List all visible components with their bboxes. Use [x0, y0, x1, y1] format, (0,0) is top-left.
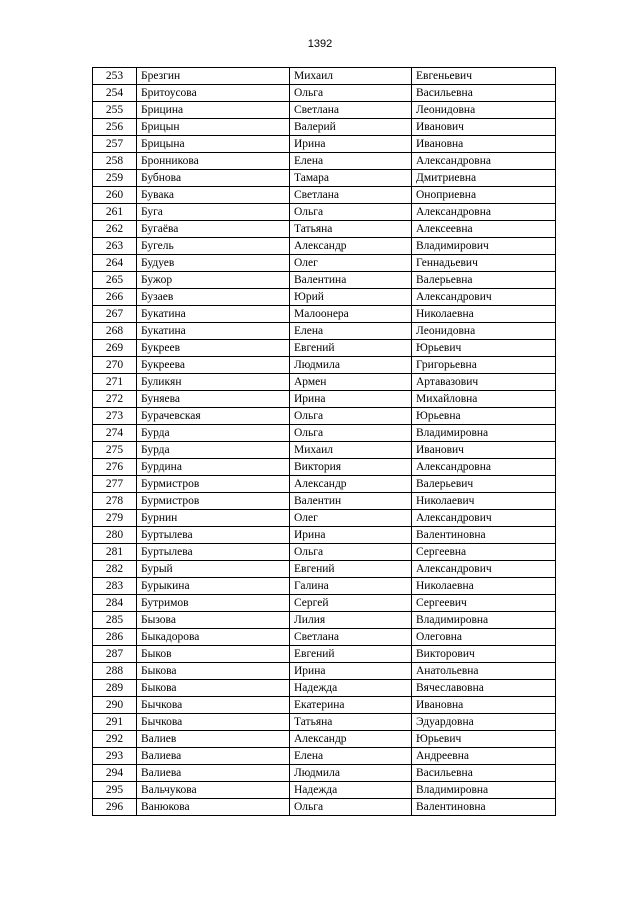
patronymic-cell: Сергеевна [412, 544, 556, 561]
patronymic-cell: Александрович [412, 289, 556, 306]
first-name-cell: Евгений [290, 561, 412, 578]
last-name-cell: Брицын [137, 119, 290, 136]
first-name-cell: Михаил [290, 68, 412, 85]
table-row [93, 289, 556, 306]
patronymic-cell: Александровна [412, 204, 556, 221]
patronymic-cell: Михайловна [412, 391, 556, 408]
last-name-cell: Быкова [137, 680, 290, 697]
first-name-cell: Олег [290, 510, 412, 527]
row-number-cell: 278 [93, 493, 137, 510]
last-name-cell: Бузаев [137, 289, 290, 306]
last-name-cell: Быков [137, 646, 290, 663]
last-name-cell: Бурдина [137, 459, 290, 476]
table-row [93, 204, 556, 221]
patronymic-cell: Эдуардовна [412, 714, 556, 731]
first-name-cell: Ольга [290, 544, 412, 561]
table-row [93, 612, 556, 629]
table-row [93, 408, 556, 425]
table-row [93, 510, 556, 527]
first-name-cell: Елена [290, 748, 412, 765]
row-number-cell: 282 [93, 561, 137, 578]
table-row [93, 680, 556, 697]
first-name-cell: Елена [290, 323, 412, 340]
last-name-cell: Бувака [137, 187, 290, 204]
row-number-cell: 267 [93, 306, 137, 323]
last-name-cell: Бычкова [137, 714, 290, 731]
patronymic-cell: Артавазович [412, 374, 556, 391]
table-row [93, 663, 556, 680]
patronymic-cell: Ивановна [412, 697, 556, 714]
patronymic-cell: Николаевна [412, 306, 556, 323]
table-row [93, 340, 556, 357]
patronymic-cell: Ивановна [412, 136, 556, 153]
row-number-cell: 275 [93, 442, 137, 459]
table-row [93, 714, 556, 731]
first-name-cell: Валентин [290, 493, 412, 510]
table-row [93, 374, 556, 391]
row-number-cell: 254 [93, 85, 137, 102]
first-name-cell: Ольга [290, 85, 412, 102]
last-name-cell: Бурый [137, 561, 290, 578]
first-name-cell: Ирина [290, 136, 412, 153]
row-number-cell: 295 [93, 782, 137, 799]
row-number-cell: 277 [93, 476, 137, 493]
last-name-cell: Бурда [137, 425, 290, 442]
last-name-cell: Буняева [137, 391, 290, 408]
patronymic-cell: Владимировна [412, 425, 556, 442]
last-name-cell: Букреев [137, 340, 290, 357]
row-number-cell: 266 [93, 289, 137, 306]
patronymic-cell: Геннадьевич [412, 255, 556, 272]
row-number-cell: 273 [93, 408, 137, 425]
table-row [93, 187, 556, 204]
last-name-cell: Бритоусова [137, 85, 290, 102]
row-number-cell: 288 [93, 663, 137, 680]
first-name-cell: Евгений [290, 646, 412, 663]
first-name-cell: Александр [290, 238, 412, 255]
patronymic-cell: Иванович [412, 442, 556, 459]
table-row [93, 544, 556, 561]
table-row [93, 629, 556, 646]
row-number-cell: 260 [93, 187, 137, 204]
row-number-cell: 268 [93, 323, 137, 340]
table-row [93, 391, 556, 408]
table-row [93, 153, 556, 170]
table-row [93, 323, 556, 340]
patronymic-cell: Владимировна [412, 782, 556, 799]
first-name-cell: Лилия [290, 612, 412, 629]
last-name-cell: Бурмистров [137, 493, 290, 510]
last-name-cell: Букатина [137, 306, 290, 323]
table-row [93, 765, 556, 782]
row-number-cell: 259 [93, 170, 137, 187]
row-number-cell: 272 [93, 391, 137, 408]
first-name-cell: Елена [290, 153, 412, 170]
patronymic-cell: Дмитриевна [412, 170, 556, 187]
last-name-cell: Валиев [137, 731, 290, 748]
row-number-cell: 262 [93, 221, 137, 238]
row-number-cell: 287 [93, 646, 137, 663]
table-row [93, 102, 556, 119]
table-row [93, 731, 556, 748]
table-row [93, 493, 556, 510]
first-name-cell: Сергей [290, 595, 412, 612]
table-row [93, 527, 556, 544]
first-name-cell: Галина [290, 578, 412, 595]
patronymic-cell: Васильевна [412, 85, 556, 102]
roster-body [93, 68, 556, 816]
row-number-cell: 293 [93, 748, 137, 765]
table-row [93, 748, 556, 765]
last-name-cell: Букатина [137, 323, 290, 340]
first-name-cell: Надежда [290, 782, 412, 799]
first-name-cell: Евгений [290, 340, 412, 357]
patronymic-cell: Владимирович [412, 238, 556, 255]
table-row [93, 238, 556, 255]
row-number-cell: 291 [93, 714, 137, 731]
table-row [93, 646, 556, 663]
table-row [93, 561, 556, 578]
table-row [93, 306, 556, 323]
patronymic-cell: Оноприевна [412, 187, 556, 204]
row-number-cell: 263 [93, 238, 137, 255]
last-name-cell: Буртылева [137, 544, 290, 561]
patronymic-cell: Юрьевич [412, 340, 556, 357]
row-number-cell: 270 [93, 357, 137, 374]
patronymic-cell: Владимировна [412, 612, 556, 629]
first-name-cell: Александр [290, 731, 412, 748]
first-name-cell: Людмила [290, 357, 412, 374]
first-name-cell: Михаил [290, 442, 412, 459]
first-name-cell: Ольга [290, 204, 412, 221]
last-name-cell: Буга [137, 204, 290, 221]
last-name-cell: Бызова [137, 612, 290, 629]
first-name-cell: Екатерина [290, 697, 412, 714]
last-name-cell: Бурачевская [137, 408, 290, 425]
last-name-cell: Бурда [137, 442, 290, 459]
patronymic-cell: Александрович [412, 510, 556, 527]
first-name-cell: Светлана [290, 102, 412, 119]
last-name-cell: Бугаёва [137, 221, 290, 238]
row-number-cell: 280 [93, 527, 137, 544]
row-number-cell: 279 [93, 510, 137, 527]
last-name-cell: Валиева [137, 748, 290, 765]
first-name-cell: Юрий [290, 289, 412, 306]
roster-table [92, 67, 556, 816]
patronymic-cell: Васильевна [412, 765, 556, 782]
last-name-cell: Вальчукова [137, 782, 290, 799]
last-name-cell: Валиева [137, 765, 290, 782]
table-row [93, 578, 556, 595]
last-name-cell: Бурыкина [137, 578, 290, 595]
patronymic-cell: Анатольевна [412, 663, 556, 680]
table-row [93, 425, 556, 442]
patronymic-cell: Александрович [412, 561, 556, 578]
patronymic-cell: Леонидовна [412, 323, 556, 340]
patronymic-cell: Олеговна [412, 629, 556, 646]
patronymic-cell: Валерьевна [412, 272, 556, 289]
last-name-cell: Быкова [137, 663, 290, 680]
first-name-cell: Ольга [290, 799, 412, 816]
row-number-cell: 294 [93, 765, 137, 782]
first-name-cell: Малоонера [290, 306, 412, 323]
first-name-cell: Людмила [290, 765, 412, 782]
page-number: 1392 [307, 38, 333, 50]
first-name-cell: Тамара [290, 170, 412, 187]
row-number-cell: 296 [93, 799, 137, 816]
first-name-cell: Александр [290, 476, 412, 493]
table-row [93, 357, 556, 374]
first-name-cell: Татьяна [290, 714, 412, 731]
row-number-cell: 271 [93, 374, 137, 391]
patronymic-cell: Григорьевна [412, 357, 556, 374]
row-number-cell: 255 [93, 102, 137, 119]
last-name-cell: Букреева [137, 357, 290, 374]
first-name-cell: Олег [290, 255, 412, 272]
first-name-cell: Валентина [290, 272, 412, 289]
first-name-cell: Ирина [290, 527, 412, 544]
first-name-cell: Ирина [290, 391, 412, 408]
last-name-cell: Бурнин [137, 510, 290, 527]
last-name-cell: Ванюкова [137, 799, 290, 816]
patronymic-cell: Леонидовна [412, 102, 556, 119]
patronymic-cell: Николаевич [412, 493, 556, 510]
first-name-cell: Татьяна [290, 221, 412, 238]
row-number-cell: 286 [93, 629, 137, 646]
table-row [93, 476, 556, 493]
patronymic-cell: Валентиновна [412, 527, 556, 544]
patronymic-cell: Николаевна [412, 578, 556, 595]
first-name-cell: Светлана [290, 629, 412, 646]
patronymic-cell: Андреевна [412, 748, 556, 765]
row-number-cell: 284 [93, 595, 137, 612]
last-name-cell: Брицина [137, 102, 290, 119]
patronymic-cell: Валентиновна [412, 799, 556, 816]
row-number-cell: 258 [93, 153, 137, 170]
first-name-cell: Валерий [290, 119, 412, 136]
row-number-cell: 274 [93, 425, 137, 442]
row-number-cell: 283 [93, 578, 137, 595]
patronymic-cell: Александровна [412, 459, 556, 476]
row-number-cell: 256 [93, 119, 137, 136]
table-row [93, 119, 556, 136]
last-name-cell: Бугель [137, 238, 290, 255]
table-row [93, 68, 556, 85]
last-name-cell: Бронникова [137, 153, 290, 170]
table-row [93, 595, 556, 612]
last-name-cell: Бубнова [137, 170, 290, 187]
row-number-cell: 290 [93, 697, 137, 714]
row-number-cell: 265 [93, 272, 137, 289]
last-name-cell: Быкадорова [137, 629, 290, 646]
patronymic-cell: Сергеевич [412, 595, 556, 612]
row-number-cell: 261 [93, 204, 137, 221]
table-row [93, 170, 556, 187]
first-name-cell: Светлана [290, 187, 412, 204]
last-name-cell: Брицына [137, 136, 290, 153]
last-name-cell: Бычкова [137, 697, 290, 714]
table-row [93, 782, 556, 799]
table-row [93, 272, 556, 289]
row-number-cell: 292 [93, 731, 137, 748]
table-row [93, 85, 556, 102]
first-name-cell: Ольга [290, 408, 412, 425]
patronymic-cell: Александровна [412, 153, 556, 170]
patronymic-cell: Юрьевич [412, 731, 556, 748]
row-number-cell: 253 [93, 68, 137, 85]
patronymic-cell: Иванович [412, 119, 556, 136]
patronymic-cell: Викторович [412, 646, 556, 663]
table-row [93, 697, 556, 714]
row-number-cell: 269 [93, 340, 137, 357]
patronymic-cell: Вячеславовна [412, 680, 556, 697]
last-name-cell: Буликян [137, 374, 290, 391]
table-row [93, 136, 556, 153]
table-row [93, 255, 556, 272]
patronymic-cell: Евгеньевич [412, 68, 556, 85]
patronymic-cell: Юрьевна [412, 408, 556, 425]
table-row [93, 799, 556, 816]
row-number-cell: 281 [93, 544, 137, 561]
patronymic-cell: Валерьевич [412, 476, 556, 493]
row-number-cell: 289 [93, 680, 137, 697]
first-name-cell: Ирина [290, 663, 412, 680]
last-name-cell: Бутримов [137, 595, 290, 612]
table-row [93, 221, 556, 238]
row-number-cell: 257 [93, 136, 137, 153]
last-name-cell: Буртылева [137, 527, 290, 544]
last-name-cell: Бужор [137, 272, 290, 289]
last-name-cell: Бурмистров [137, 476, 290, 493]
last-name-cell: Брезгин [137, 68, 290, 85]
row-number-cell: 285 [93, 612, 137, 629]
table-row [93, 459, 556, 476]
first-name-cell: Ольга [290, 425, 412, 442]
row-number-cell: 264 [93, 255, 137, 272]
table-row [93, 442, 556, 459]
patronymic-cell: Алексеевна [412, 221, 556, 238]
first-name-cell: Виктория [290, 459, 412, 476]
row-number-cell: 276 [93, 459, 137, 476]
first-name-cell: Армен [290, 374, 412, 391]
first-name-cell: Надежда [290, 680, 412, 697]
last-name-cell: Будуев [137, 255, 290, 272]
